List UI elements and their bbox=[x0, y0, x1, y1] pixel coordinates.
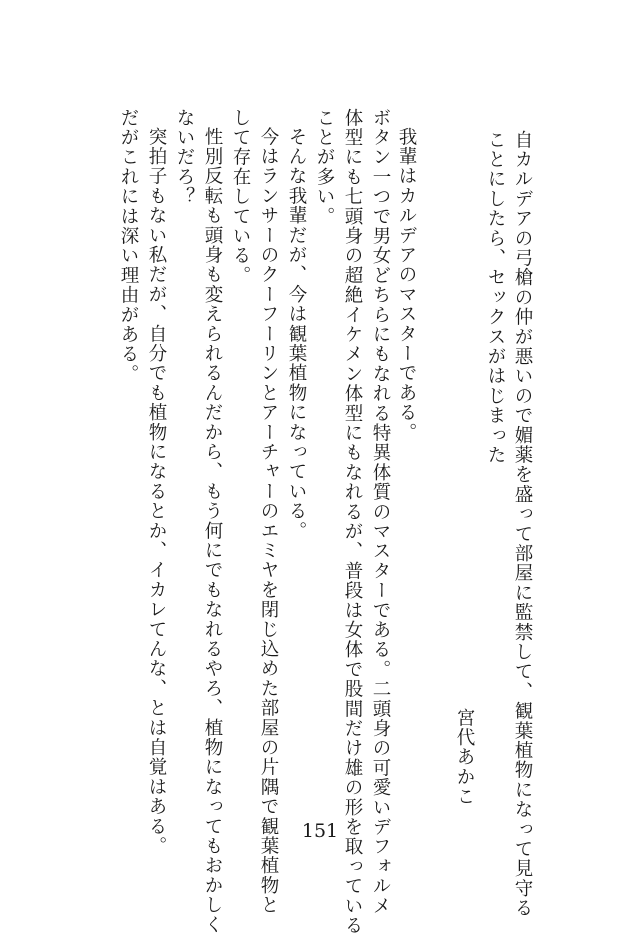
body-line: だがこれには深い理由がある。 bbox=[118, 108, 139, 384]
body-line: ないだろ？ bbox=[174, 108, 195, 207]
author-name: 宮代あかこ bbox=[454, 708, 475, 807]
body-line: 突拍子もない私だが、自分でも植物になるとか、イカレてんな、とは自覚はある。 bbox=[146, 127, 167, 856]
body-line: 体型にも七頭身の超絶イケメン体型にもなれるが、普段は女体で股間だけ雄の形を取っている bbox=[342, 108, 363, 935]
page-number: 151 bbox=[301, 820, 339, 842]
body-line: して存在している。 bbox=[230, 108, 251, 286]
body-line: 我輩はカルデアのマスターである。 bbox=[396, 127, 417, 443]
story-title-line-1: 自カルデアの弓槍の仲が悪いので媚薬を盛って部屋に監禁して、観葉植物になって見守る bbox=[512, 130, 533, 918]
body-line: ことが多い。 bbox=[314, 108, 335, 227]
body-line: ボタン一つで男女どちらにもなれる特異体質のマスターである。二頭身の可愛いデフォルメ bbox=[370, 108, 391, 916]
body-line: そんな我輩だが、今は観葉植物になっている。 bbox=[286, 127, 307, 541]
body-line: 性別反転も頭身も変えられるんだから、もう何にでもなれるやろ、植物になってもおかしく bbox=[202, 127, 223, 935]
story-title-line-2: ことにしたら、セックスがはじまった bbox=[485, 130, 506, 465]
body-line: 今はランサーのクーフーリンとアーチャーのエミヤを閉じ込めた部屋の片隅で観葉植物と bbox=[258, 127, 279, 915]
